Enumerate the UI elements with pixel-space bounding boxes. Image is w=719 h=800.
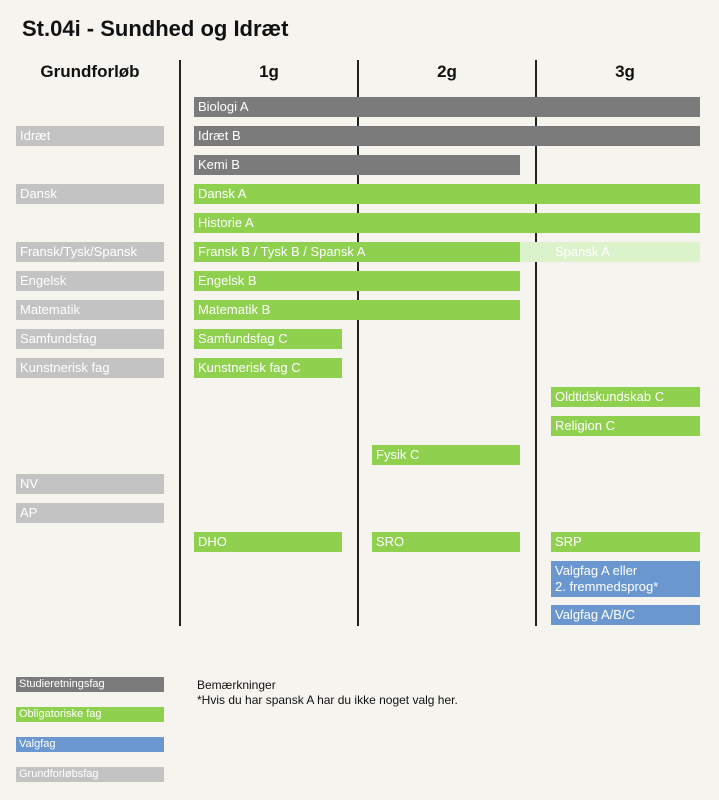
bar-valgfag-a-eller-fremmedsprog	[551, 561, 700, 597]
notes	[197, 678, 458, 708]
column-header-3g: 3g	[615, 62, 635, 81]
legend-grundforlobsfag: Grundforløbsfag	[16, 767, 164, 782]
divider-line-1	[179, 60, 181, 626]
bar-samfundsfag-c: Samfundsfag C	[194, 329, 342, 349]
grundforlob-samfundsfag: Samfundsfag	[16, 329, 164, 349]
bar-biologi-a: Biologi A	[194, 97, 700, 117]
grundforlob-matematik: Matematik	[16, 300, 164, 320]
grundforlob-engelsk: Engelsk	[16, 271, 164, 291]
bar-srp: SRP	[551, 532, 700, 552]
bar-dho: DHO	[194, 532, 342, 552]
bar-fransk-tysk-spansk: Fransk B / Tysk B / Spansk A	[194, 242, 520, 262]
grundforlob-idraet: Idræt	[16, 126, 164, 146]
bar-kunstnerisk-fag-c: Kunstnerisk fag C	[194, 358, 342, 378]
legend-studieretningsfag: Studieretningsfag	[16, 677, 164, 692]
page-title: St.04i - Sundhed og Idræt	[22, 16, 289, 41]
column-header-1g: 1g	[259, 62, 279, 81]
bar-historie-a: Historie A	[194, 213, 700, 233]
column-header-2g: 2g	[437, 62, 457, 81]
bar-valgfag-abc: Valgfag A/B/C	[551, 605, 700, 625]
legend-obligatoriske-fag: Obligatoriske fag	[16, 707, 164, 722]
notes-heading: Bemærkninger	[197, 678, 276, 692]
column-header-grundforlob: Grundforløb	[40, 62, 140, 81]
grundforlob-kunstnerisk-fag: Kunstnerisk fag	[16, 358, 164, 378]
bar-kemi-b: Kemi B	[194, 155, 520, 175]
bar-oldtidskundskab-c: Oldtidskundskab C	[551, 387, 700, 407]
grundforlob-nv: NV	[16, 474, 164, 494]
notes-text: *Hvis du har spansk A har du ikke noget valg her.	[197, 693, 458, 707]
bar-engelsk-b: Engelsk B	[194, 271, 520, 291]
legend-valgfag: Valgfag	[16, 737, 164, 752]
bar-religion-c: Religion C	[551, 416, 700, 436]
grundforlob-fransk-tysk-spansk: Fransk/Tysk/Spansk	[16, 242, 164, 262]
valgfag-line-2: 2. fremmedsprog*	[555, 579, 659, 594]
bar-spansk-a-continuation: Spansk A	[520, 242, 700, 262]
grundforlob-ap: AP	[16, 503, 164, 523]
grundforlob-dansk: Dansk	[16, 184, 164, 204]
bar-idraet-b: Idræt B	[194, 126, 700, 146]
bar-dansk-a: Dansk A	[194, 184, 700, 204]
bar-sro: SRO	[372, 532, 520, 552]
bar-matematik-b: Matematik B	[194, 300, 520, 320]
bar-fysik-c: Fysik C	[372, 445, 520, 465]
valgfag-line-1: Valgfag A eller	[555, 563, 638, 578]
